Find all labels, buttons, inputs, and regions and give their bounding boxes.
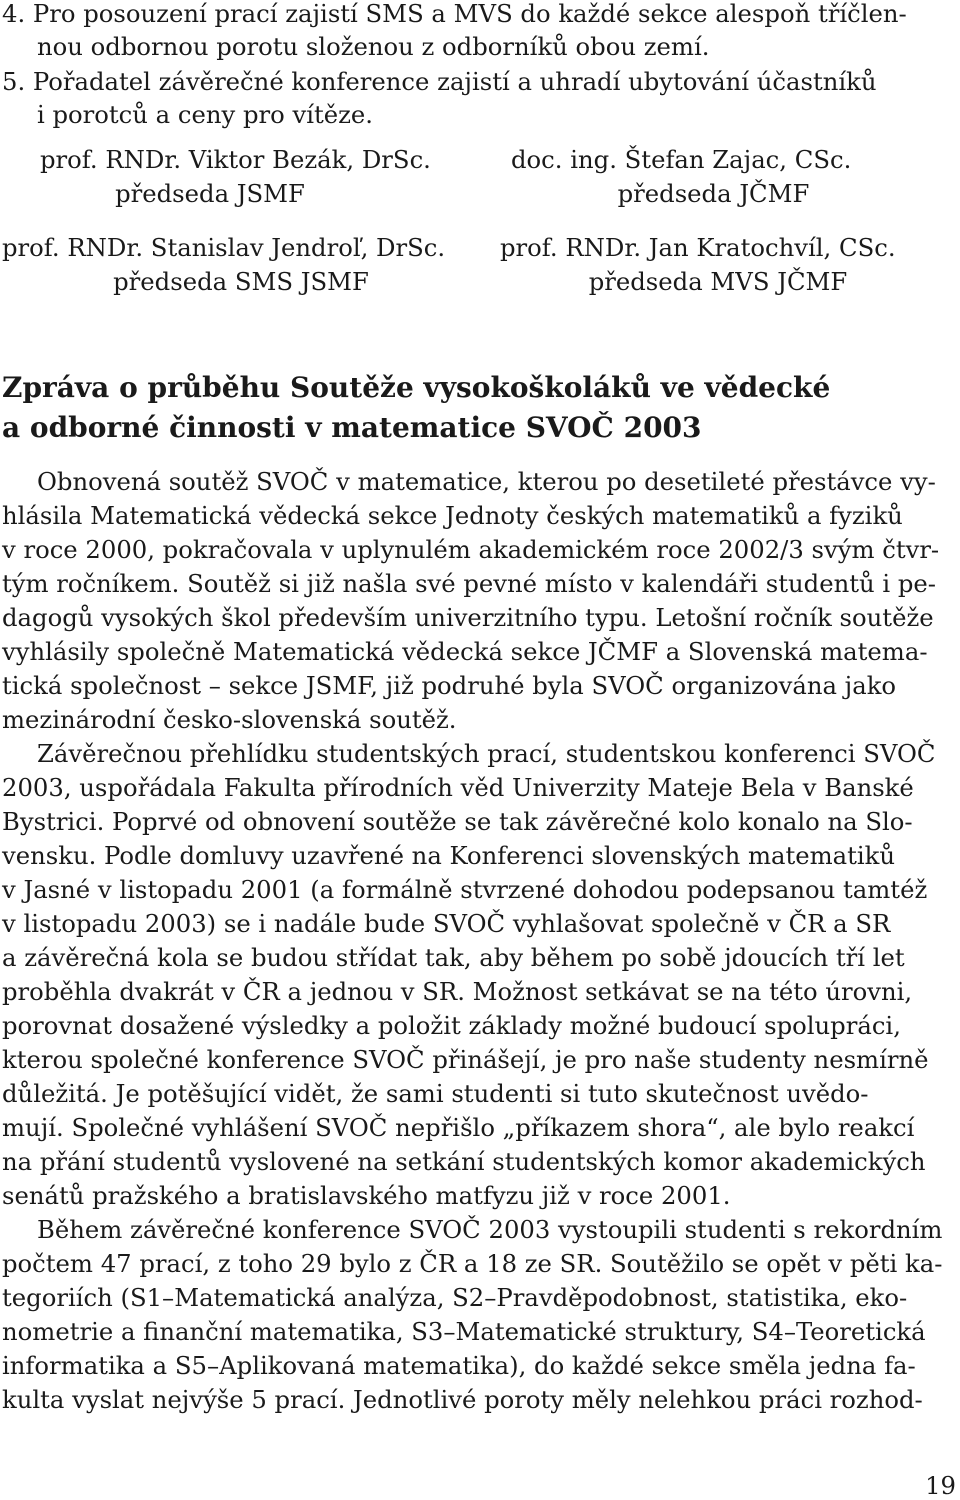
body-line: vyhlásily společně Matematická vědecká sekce JČMF a Slovenská matema- — [2, 637, 928, 666]
body-line: důležitá. Je potěšující vidět, že sami studenti si tuto skutečnost uvědo- — [2, 1079, 869, 1108]
body-line: kterou společné konference SVOČ přinášejí, je pro naše studenty nesmírně — [2, 1045, 929, 1074]
page-number: 19 — [925, 1471, 956, 1500]
list-item-5-line-1: 5. Pořadatel závěrečné konference zajistí a uhradí ubytování účastníků — [2, 67, 877, 96]
body-line: dagogů vysokých škol především univerzitního typu. Letošní ročník soutěže — [2, 603, 934, 632]
body-line: v roce 2000, pokračovala v uplynulém akademickém roce 2002/3 svým čtvr- — [2, 535, 940, 564]
body-line: vensku. Podle domluvy uzavřené na Konferenci slovenských matematiků — [2, 841, 896, 870]
signature-name: prof. RNDr. Stanislav Jendroľ, DrSc. — [2, 233, 446, 262]
body-line: v listopadu 2003) se i nadále bude SVOČ vyhlašovat společně v ČR a SR — [2, 909, 891, 938]
list-item-4-line-1: 4. Pro posouzení prací zajistí SMS a MVS do každé sekce alespoň tříčlen- — [2, 0, 907, 28]
body-line: tická společnost – sekce JSMF, již podruhé byla SVOČ organizována jako — [2, 671, 897, 700]
signature-role: předseda MVS JČMF — [588, 267, 848, 296]
signature-name: prof. RNDr. Jan Kratochvíl, CSc. — [500, 233, 896, 262]
body-line: kulta vyslat nejvýše 5 prací. Jednotlivé poroty měly nelehkou práci rozhod- — [2, 1385, 923, 1414]
body-line: v Jasné v listopadu 2001 (a formálně stvrzené dohodou podepsanou tamtéž — [2, 875, 928, 904]
signature-role: předseda JČMF — [617, 179, 810, 208]
signature-name: doc. ing. Štefan Zajac, CSc. — [511, 145, 852, 174]
body-line: počtem 47 prací, z toho 29 bylo z ČR a 18 ze SR. Soutěžilo se opět v pěti ka- — [2, 1249, 943, 1278]
signature-name: prof. RNDr. Viktor Bezák, DrSc. — [40, 145, 431, 174]
body-line: porovnat dosažené výsledky a položit základy možné budoucí spolupráci, — [2, 1011, 901, 1040]
body-line: Během závěrečné konference SVOČ 2003 vystoupili studenti s rekordním — [37, 1215, 943, 1244]
body-line: Obnovená soutěž SVOČ v matematice, kterou po desetileté přestávce vy- — [37, 467, 936, 496]
body-line: senátů pražského a bratislavského matfyzu již v roce 2001. — [2, 1181, 731, 1210]
list-item-5-line-2: i porotců a ceny pro vítěze. — [37, 100, 374, 129]
body-line: Závěrečnou přehlídku studentských prací, studentskou konferenci SVOČ — [37, 739, 936, 768]
body-line: na přání studentů vyslovené na setkání studentských komor akademických — [2, 1147, 926, 1176]
signature-role: předseda SMS JSMF — [113, 267, 369, 296]
body-line: proběhla dvakrát v ČR a jednou v SR. Možnost setkávat se na této úrovni, — [2, 977, 913, 1006]
section-heading-line-1: Zpráva o průběhu Soutěže vysokoškoláků ve vědecké — [2, 371, 831, 404]
signature-role: předseda JSMF — [115, 179, 305, 208]
body-line: informatika a S5–Aplikovaná matematika), do každé sekce směla jedna fa- — [2, 1351, 916, 1380]
body-line: 2003, uspořádala Fakulta přírodních věd Univerzity Mateje Bela v Banské — [2, 773, 914, 802]
body-line: Bystrici. Poprvé od obnovení soutěže se tak závěrečné kolo konalo na Slo- — [2, 807, 913, 836]
body-line: tegoriích (S1–Matematická analýza, S2–Pravděpodobnost, statistika, eko- — [2, 1283, 908, 1312]
body-line: a závěrečná kola se budou střídat tak, aby během po sobě jdoucích tří let — [2, 943, 905, 972]
body-line: tým ročníkem. Soutěž si již našla své pevné místo v kalendáři studentů i pe- — [2, 569, 937, 598]
body-line: mezinárodní česko-slovenská soutěž. — [2, 705, 457, 734]
body-line: nometrie a finanční matematika, S3–Matematické struktury, S4–Teoretická — [2, 1317, 926, 1346]
body-line: hlásila Matematická vědecká sekce Jednoty českých matematiků a fyziků — [2, 501, 903, 530]
section-heading-line-2: a odborné činnosti v matematice SVOČ 2003 — [2, 411, 702, 444]
list-item-4-line-2: nou odbornou porotu složenou z odborníků obou zemí. — [37, 32, 710, 61]
body-line: mují. Společné vyhlášení SVOČ nepřišlo „příkazem shora“, ale bylo reakcí — [2, 1113, 915, 1142]
